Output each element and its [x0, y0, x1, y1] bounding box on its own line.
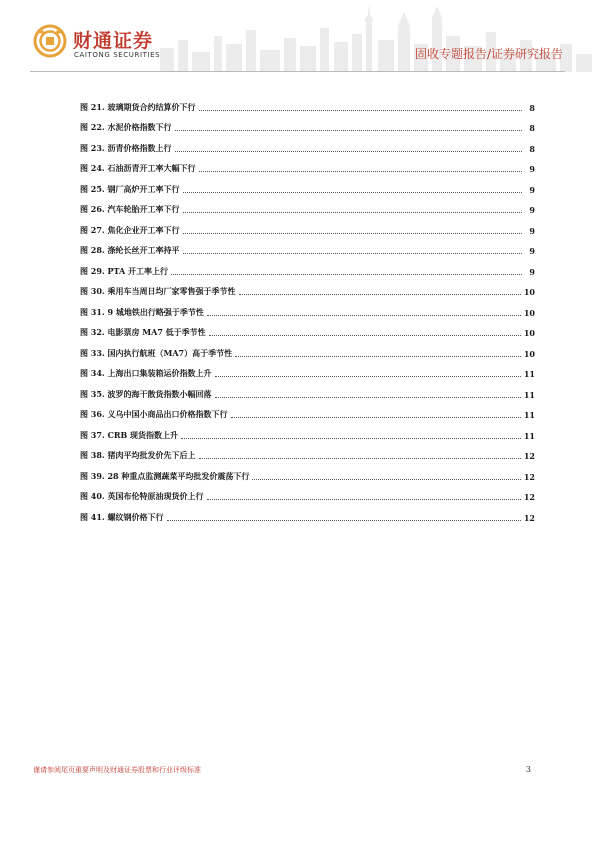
dot-leader: [175, 130, 523, 131]
figure-entry-title: 图 41. 螺纹钢价格下行: [80, 511, 164, 522]
figure-entry-page: 8: [529, 102, 535, 113]
figure-entry-page: 12: [523, 512, 535, 523]
figure-list-entry[interactable]: [80, 113, 535, 134]
figure-entry-title: 图 37. CRB 现货指数上升: [80, 429, 179, 440]
figure-entry-title: 图 34. 上海出口集装箱运价指数上升: [80, 368, 212, 378]
figure-entry-page: 8: [529, 143, 535, 154]
dot-leader: [215, 397, 521, 398]
figure-list-entry[interactable]: [80, 461, 535, 482]
report-type-label: 固收专题报告/证券研究报告: [414, 47, 563, 61]
figure-entry-title: 图 27. 焦化企业开工率下行: [80, 224, 180, 235]
figure-entry-page: 12: [523, 451, 535, 461]
dot-leader: [215, 376, 521, 377]
figure-entry-page: 10: [523, 287, 535, 297]
figure-entry-title: 图 40. 英国布伦特原油现货价上行: [80, 491, 204, 501]
figure-entry-page: 10: [523, 348, 535, 359]
figure-entry-page: 9: [529, 266, 535, 277]
header-divider: [30, 71, 565, 72]
figure-entry-title: 图 35. 波罗的海干散货指数小幅回落: [80, 388, 212, 399]
dot-leader: [171, 274, 522, 275]
figure-list-entry[interactable]: [80, 441, 535, 462]
dot-leader: [252, 479, 520, 480]
dot-leader: [209, 335, 521, 336]
figure-entry-title: 图 36. 义乌中国小商品出口价格指数下行: [80, 409, 228, 419]
figure-entry-page: 11: [523, 389, 535, 400]
figure-list-entry[interactable]: [80, 400, 535, 421]
dot-leader: [183, 212, 523, 213]
figure-list-entry[interactable]: [80, 277, 535, 298]
figure-entry-title: 图 23. 沥青价格指数上行: [80, 142, 172, 153]
figure-list-entry[interactable]: [80, 482, 535, 503]
figure-entry-page: 11: [523, 430, 535, 441]
figure-entry-title: 图 26. 汽车轮胎开工率下行: [80, 204, 180, 214]
figure-entry-page: 11: [523, 369, 535, 379]
figure-list-entry[interactable]: [80, 318, 535, 339]
figure-list-entry[interactable]: [80, 154, 535, 175]
figure-entry-title: 图 33. 国内执行航班（MA7）高于季节性: [80, 347, 233, 358]
logo-english-name: CAITONG SECURITIES: [74, 51, 161, 59]
figure-list-entry[interactable]: [80, 236, 535, 257]
figure-entry-page: 9: [529, 184, 535, 195]
figure-entry-page: 8: [529, 123, 535, 133]
dot-leader: [175, 151, 523, 152]
dot-leader: [231, 417, 521, 418]
figure-list-entry[interactable]: [80, 338, 535, 359]
page-header: [0, 0, 595, 72]
figure-entry-title: 图 39. 28 种重点监测蔬菜平均批发价震荡下行: [80, 470, 250, 481]
dot-leader: [183, 192, 523, 193]
figure-list-entry[interactable]: [80, 92, 535, 113]
figure-list-entry[interactable]: [80, 256, 535, 277]
dot-leader: [199, 458, 521, 459]
figure-entry-page: 12: [523, 471, 535, 482]
figure-entry-title: 图 22. 水泥价格指数下行: [80, 122, 172, 132]
figure-entry-title: 图 29. PTA 开工率上行: [80, 265, 169, 276]
dot-leader: [183, 233, 523, 234]
dot-leader: [199, 171, 523, 172]
figure-entry-page: 11: [523, 410, 535, 420]
figure-list-entry[interactable]: [80, 297, 535, 318]
dot-leader: [183, 253, 523, 254]
figure-entry-page: 10: [523, 307, 535, 318]
dot-leader: [207, 315, 521, 316]
figure-entry-title: 图 31. 9 城地铁出行略强于季节性: [80, 306, 204, 317]
figure-entry-title: 图 38. 猪肉平均批发价先下后上: [80, 450, 196, 460]
figure-entry-title: 图 24. 石油沥青开工率大幅下行: [80, 163, 196, 173]
dot-leader: [181, 438, 521, 439]
figure-list-entry[interactable]: [80, 379, 535, 400]
company-logo: [33, 24, 193, 64]
figure-list-entry[interactable]: [80, 174, 535, 195]
dot-leader: [239, 294, 521, 295]
figure-list-entry[interactable]: [80, 215, 535, 236]
figure-list-entry[interactable]: [80, 420, 535, 441]
figure-entry-title: 图 21. 玻璃期货合约结算价下行: [80, 101, 196, 112]
dot-leader: [235, 356, 521, 357]
figure-entry-title: 图 28. 涤纶长丝开工率持平: [80, 245, 180, 255]
figure-entry-title: 图 25. 钢厂高炉开工率下行: [80, 183, 180, 194]
page-number: 3: [525, 765, 531, 774]
figure-entry-page: 12: [523, 492, 535, 502]
figure-entry-page: 9: [529, 164, 535, 174]
figure-list-entry[interactable]: [80, 133, 535, 154]
figure-list-entry[interactable]: [80, 502, 535, 523]
figure-entry-page: 10: [523, 328, 535, 338]
logo-chinese-name: 财通证券: [73, 30, 154, 52]
coin-emblem-icon: [33, 24, 67, 58]
figure-entry-page: 9: [529, 205, 535, 215]
figure-list-entry[interactable]: [80, 195, 535, 216]
dot-leader: [207, 499, 521, 500]
figure-entry-title: 图 32. 电影票房 MA7 低于季节性: [80, 327, 206, 337]
dot-leader: [199, 110, 523, 111]
figure-list: [80, 92, 535, 523]
figure-entry-page: 9: [529, 246, 535, 256]
figure-entry-title: 图 30. 乘用车当周日均厂家零售强于季节性: [80, 286, 236, 296]
figure-entry-page: 9: [529, 225, 535, 236]
dot-leader: [167, 520, 521, 521]
figure-list-entry[interactable]: [80, 359, 535, 380]
footer-disclaimer: 谨请参阅尾页重要声明及财通证券股票和行业评级标准: [33, 766, 201, 774]
